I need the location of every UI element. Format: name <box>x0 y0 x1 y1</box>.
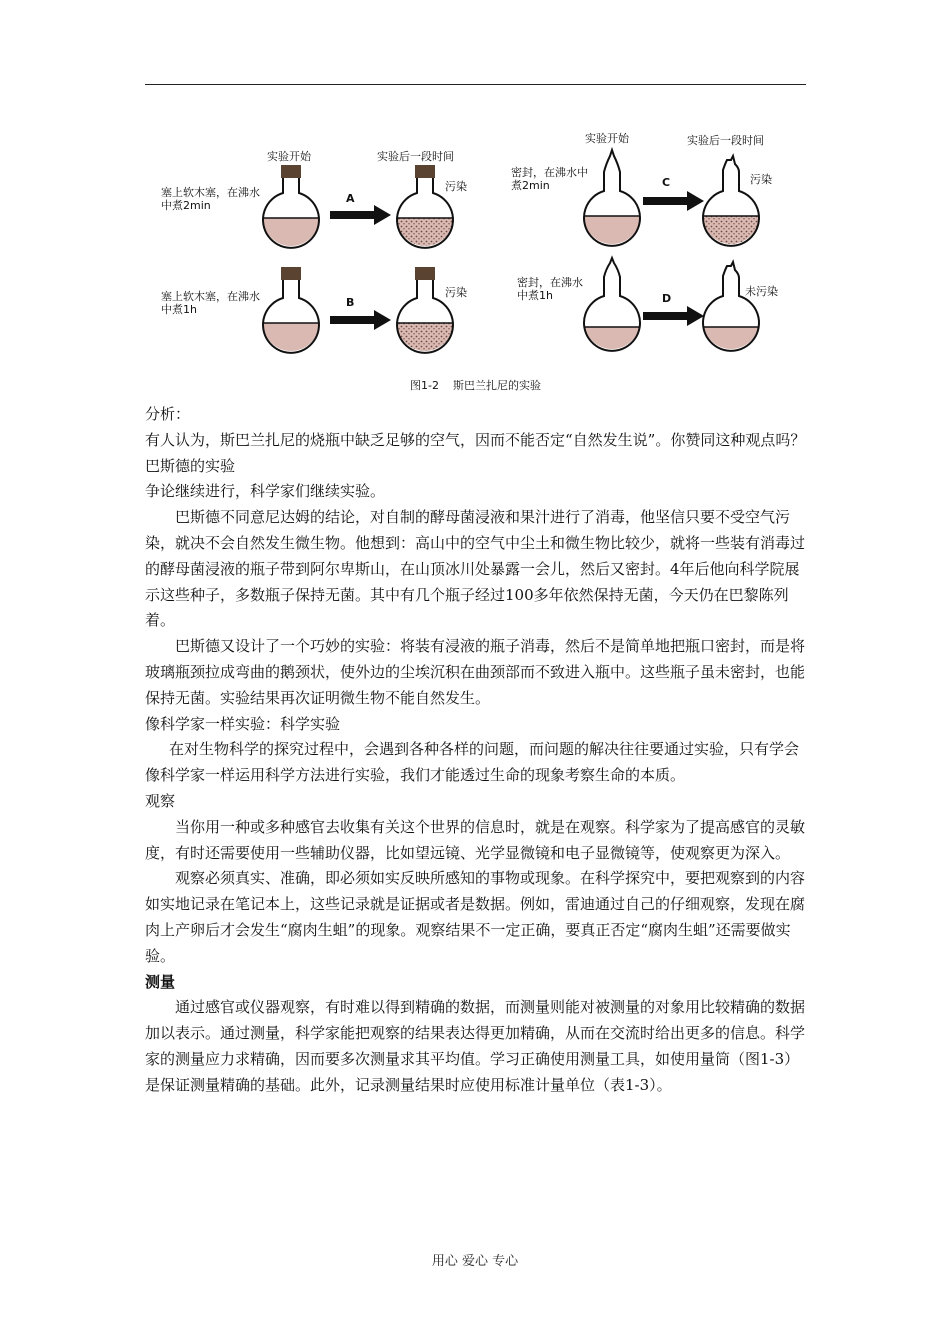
flask-d-start <box>584 258 640 357</box>
flask-a-after <box>397 165 453 248</box>
para-measurement: 通过感官或仪器观察，有时难以得到精确的数据，而测量则能对被测量的对象用比较精确的数据加以表示。通过测量，科学家能把观察的结果表达得更加精确，从而在交流时给出更多的信息。科学家的测量应力求精确，因而要多次测量求其平均值。学习正确使用测量工具，如使用量筒（图1-3）是保证测量精确的基础。此外，记录测量结果时应使用标准计量单位（表1-3）。 <box>145 998 806 1094</box>
experiment-figure <box>145 120 806 405</box>
para-analysis: 分析： <box>145 405 191 423</box>
condition-a: 塞上软木塞，在沸水中煮2min <box>161 186 260 212</box>
label-a: A <box>346 192 355 205</box>
arrow-b <box>330 310 391 330</box>
label-c: C <box>662 176 671 189</box>
arrow-d <box>643 306 704 326</box>
label-after-right: 实验后一段时间 <box>687 134 764 147</box>
flask-a-start <box>263 165 319 248</box>
para-pasteur-1: 巴斯德不同意尼达姆的结论，对自制的酵母菌浸液和果汁进行了消毒，他坚信只要不受空气污染，就决不会自然发生微生物。他想到：高山中的空气中尘土和微生物比较少，就将一些装有消毒过的酵母菌浸液的瓶子带到阿尔卑斯山，在山顶冰川处暴露一会儿，然后又密封。4年后他向科学院展示这些种子，多数瓶子保持无菌。其中有几个瓶子经过100多年依然保持无菌，今天仍在巴黎陈列着。 <box>145 508 806 630</box>
heading-pasteur: 巴斯德的实验 <box>145 456 236 475</box>
flask-b-after <box>397 267 453 353</box>
result-d: 未污染 <box>745 285 778 298</box>
label-d: D <box>662 292 672 305</box>
label-after-left: 实验后一段时间 <box>377 150 454 163</box>
heading-observation: 观察 <box>145 791 176 810</box>
flask-b-start <box>263 267 319 353</box>
result-b: 污染 <box>445 286 467 299</box>
heading-experiment: 像科学家一样实验：科学实验 <box>145 714 341 733</box>
condition-b: 塞上软木塞，在沸水中煮1h <box>161 290 260 316</box>
label-start-right: 实验开始 <box>585 132 629 145</box>
para-debate: 争论继续进行，科学家们继续实验。 <box>145 482 386 501</box>
page-footer: 用心 爱心 专心 <box>431 1254 519 1269</box>
para-observation-1: 当你用一种或多种感官去收集有关这个世界的信息时，就是在观察。科学家为了提高感官的灵敏度，有时还需要使用一些辅助仪器，比如望远镜、光学显微镜和电子显微镜等，使观察更为深入。 <box>145 817 806 862</box>
condition-c: 密封，在沸水中煮2min <box>511 166 588 192</box>
condition-d: 密封，在沸水中煮1h <box>517 276 583 302</box>
result-c: 污染 <box>750 173 772 186</box>
result-a: 污染 <box>445 180 467 193</box>
flask-c-after <box>703 156 759 246</box>
heading-measurement: 测量 <box>145 972 176 991</box>
para-pasteur-2: 巴斯德又设计了一个巧妙的实验：将装有浸液的瓶子消毒，然后不是简单地把瓶口密封，而是将玻璃瓶颈拉成弯曲的鹅颈状，使外边的尘埃沉积在曲颈部而不致进入瓶中。这些瓶子虽未密封，也能保持无菌。实验结果再次证明微生物不能自然发生。 <box>145 637 806 707</box>
label-start-left: 实验开始 <box>267 150 311 163</box>
header-rule <box>145 84 806 85</box>
para-experiment: 在对生物科学的探究过程中，会遇到各种各样的问题，而问题的解决往往要通过实验，只有学会像科学家一样运用科学方法进行实验，我们才能透过生命的现象考察生命的本质。 <box>145 740 800 785</box>
para-observation-2: 观察必须真实、准确，即必须如实反映所感知的事物或现象。在科学探究中，要把观察到的内容如实地记录在笔记本上，这些记录就是证据或者是数据。例如，雷迪通过自己的仔细观察，发现在腐肉上产卵后才会发生“腐肉生蛆”的现象。观察结果不一定正确，要真正否定“腐肉生蛆”还需要做实验。 <box>145 869 806 965</box>
figure-caption: 图1-2 斯巴兰扎尼的实验 <box>410 379 541 392</box>
flask-diagram <box>145 120 806 370</box>
label-b: B <box>346 296 355 309</box>
para-question: 有人认为，斯巴兰扎尼的烧瓶中缺乏足够的空气，因而不能否定“自然发生说”。你赞同这种观点吗？ <box>145 430 806 449</box>
body-text <box>145 402 813 1099</box>
arrow-c <box>643 191 704 211</box>
flask-c-start <box>584 150 640 246</box>
arrow-a <box>330 205 391 225</box>
flask-d-after <box>703 262 759 357</box>
